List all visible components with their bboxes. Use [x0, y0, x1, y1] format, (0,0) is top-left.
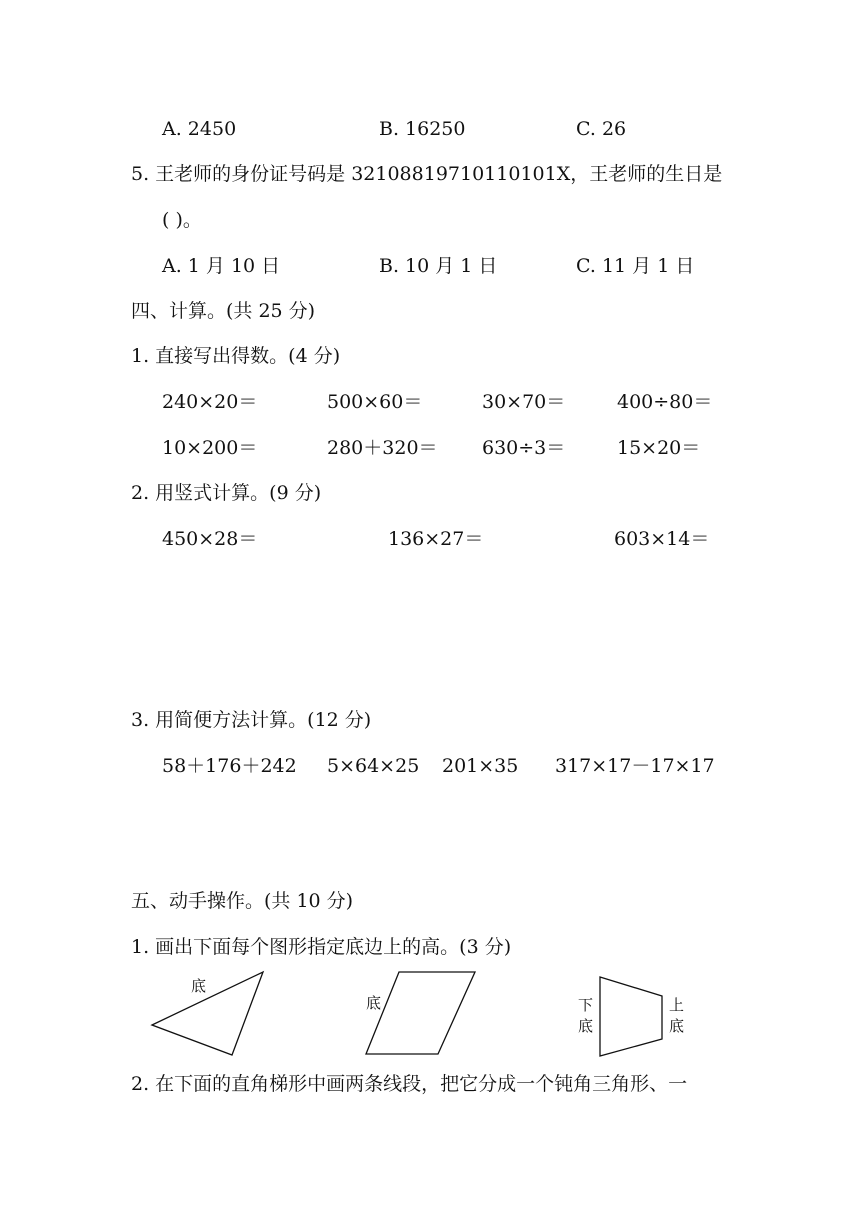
s4-q3-item: 58＋176＋242 [162, 755, 297, 777]
triangle-figure [148, 968, 268, 1060]
trapezoid-bottom-label-2: 底 [578, 1017, 594, 1035]
s4-q1-row1-item: 240×20＝ [162, 391, 258, 413]
s4-q1-row2-item: 10×200＝ [162, 437, 258, 459]
q4-option-c: C. 26 [576, 118, 627, 140]
trapezoid-bottom-label-1: 下 [578, 996, 594, 1014]
s4-q3-item: 201×35 [442, 755, 519, 777]
q5-option-b: B. 10 月 1 日 [379, 255, 498, 277]
parallelogram-figure [362, 968, 480, 1058]
section5-title: 五、动手操作。(共 10 分) [131, 890, 354, 912]
s4-q1-row2-item: 15×20＝ [617, 437, 701, 459]
q4-option-a: A. 2450 [162, 118, 237, 140]
triangle-shape [152, 972, 263, 1055]
q4-option-b: B. 16250 [379, 118, 466, 140]
trapezoid-top-label-1: 上 [669, 996, 685, 1014]
s4-q1-row2-item: 280＋320＝ [327, 437, 438, 459]
trapezoid-figure [596, 973, 668, 1061]
section4-title: 四、计算。(共 25 分) [131, 300, 316, 322]
s5-q2-title: 2. 在下面的直角梯形中画两条线段，把它分成一个钝角三角形、一 [131, 1073, 688, 1095]
trapezoid-shape [600, 977, 662, 1056]
s4-q3-item: 5×64×25 [327, 755, 420, 777]
parallelogram-base-label: 底 [366, 994, 382, 1012]
s4-q1-row2-item: 630÷3＝ [482, 437, 566, 459]
s4-q3-title: 3. 用简便方法计算。(12 分) [131, 709, 372, 731]
s4-q1-row1-item: 500×60＝ [327, 391, 423, 413]
q5-option-a: A. 1 月 10 日 [162, 255, 281, 277]
s4-q1-row1-item: 30×70＝ [482, 391, 566, 413]
s4-q1-title: 1. 直接写出得数。(4 分) [131, 345, 341, 367]
s5-q1-title: 1. 画出下面每个图形指定底边上的高。(3 分) [131, 936, 512, 958]
q5-option-c: C. 11 月 1 日 [576, 255, 695, 277]
parallelogram-shape [366, 972, 475, 1054]
s4-q2-item: 136×27＝ [388, 528, 484, 550]
triangle-base-label: 底 [191, 977, 207, 995]
q5-stem-line2: ( )。 [162, 209, 202, 231]
trapezoid-top-label-2: 底 [669, 1017, 685, 1035]
s4-q2-title: 2. 用竖式计算。(9 分) [131, 482, 322, 504]
s4-q2-item: 450×28＝ [162, 528, 258, 550]
s4-q3-item: 317×17－17×17 [555, 755, 715, 777]
s4-q1-row1-item: 400÷80＝ [617, 391, 713, 413]
q5-stem-line1: 5. 王老师的身份证号码是 3210881971011010​1X，王老师的生日是 [131, 163, 723, 185]
s4-q2-item: 603×14＝ [614, 528, 710, 550]
